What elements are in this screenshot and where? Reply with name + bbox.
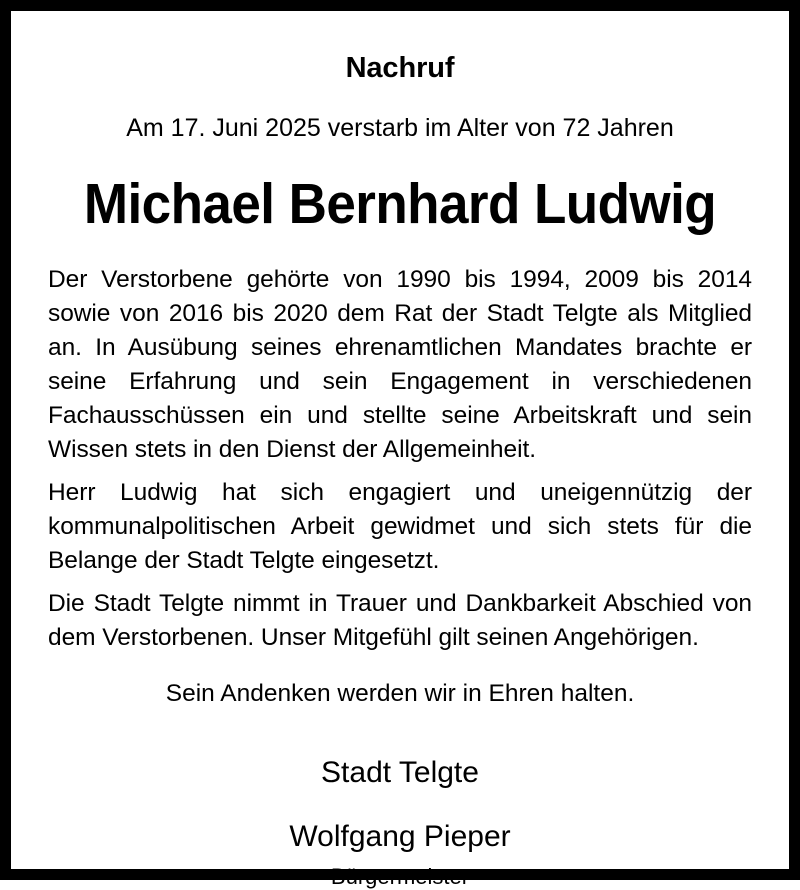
body-paragraph: Herr Ludwig hat sich engagiert und uneigennützig der kommunalpolitischen Arbeit gewidmet und sich stets für die Belange der Stadt Telgte eingesetzt.: [48, 478, 752, 574]
signature-person-role: Bürgermeister: [330, 863, 470, 889]
remembrance-line: Sein Andenken werden wir in Ehren halten.: [165, 679, 635, 707]
signature-person-name: Wolfgang Pieper: [289, 819, 511, 853]
death-announcement-line: Am 17. Juni 2025 verstarb im Alter von 72 Jahren: [126, 113, 674, 142]
obituary-body: [48, 237, 752, 655]
deceased-name-heading: Michael Bernhard Ludwig: [83, 171, 717, 236]
signature-organization: Stadt Telgte: [321, 755, 479, 789]
body-paragraph: Die Stadt Telgte nimmt in Trauer und Dankbarkeit Abschied von dem Verstorbenen. Unser Mitgefühl gilt seinen Angehörigen.: [48, 589, 752, 651]
page-title: Nachruf: [345, 52, 455, 84]
body-paragraph: Der Verstorbene gehörte von 1990 bis 1994, 2009 bis 2014 sowie von 2016 bis 2020 dem Rat der Stadt Telgte als Mitglied an. In Ausübung seines ehrenamtlichen Mandates brachte er seine Erfahrung und sein Engagement in verschiedenen Fachausschüssen ein und stellte seine Arbeitskraft und sein Wissen stets in den Dienst der Allgemeinheit.: [48, 265, 752, 463]
notice-content-area: [11, 11, 789, 889]
signature-block: [48, 711, 752, 890]
